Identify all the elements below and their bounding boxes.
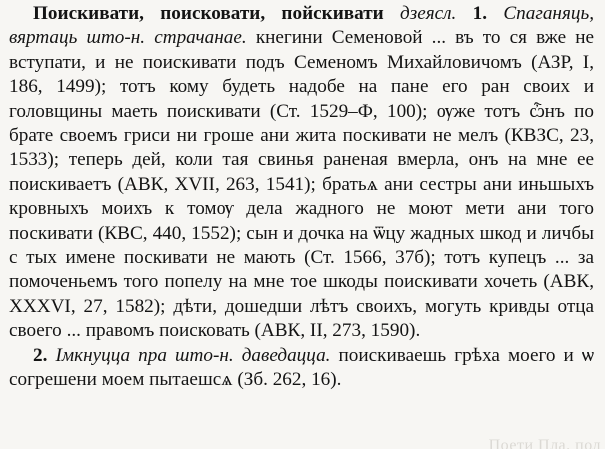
dictionary-entry — [9, 2, 594, 393]
sense-2-number: 2. — [33, 344, 48, 366]
sense-2-gloss: Імкнуцца пра што-н. даведацца. — [55, 344, 331, 366]
sense-1-citations: кнегини Семеновой ... въ то ся вже не вступати, и не поискивати подъ Семеномъ Михайловичомъ (АЗР, I, 186, 1499); тотъ кому будеть надобе на пане его ран своих и головщины маеть поискивати (Ст. 1529–Ф, 100); ѹже тотъ ѽнъ по брате своемъ гриси ни гроше ани жита поскивати не мелъ (КВЗС, 23, 1533); теперь дей, коли тая свинья раненая вмерла, онъ на мне ее поискиваетъ (АВК, XVII, 263, 1541); братьѧ ани сестры ани иньшыхъ кровныхъ моихъ к томѹ дела жадного не моют мети ани того поскивати (КВС, 440, 1552); сын и дочка на ѿцу жадных шкод и личбы с тых имене поскивати не мають (Ст. 1566, 37б); тотъ купецъ ... за помоченьемъ того попелу на мне тое шкоды поискивати хочеть (АВК, XXXVI, 27, 1582); дѣти, дошедши лѣтъ своихъ, могуть кривды отца своего ... правомъ поисковать (АВК, II, 273, 1590). — [9, 27, 595, 342]
sense-1-gloss: Спаганяць, вяртаць што-н. страчанае. — [9, 3, 594, 49]
sense-1-number: 1. — [472, 3, 488, 24]
sense-2-citations: поискиваешь грѣха моего и ѡ согрешени моем пытаешсѧ (Зб. 262, 16). — [9, 344, 594, 391]
bleed-through-text: Поети Пла. пол — [488, 437, 601, 449]
part-of-speech: дзеясл. — [400, 3, 457, 24]
headword: Поискивати, поисковати, пойскивати — [33, 3, 384, 24]
